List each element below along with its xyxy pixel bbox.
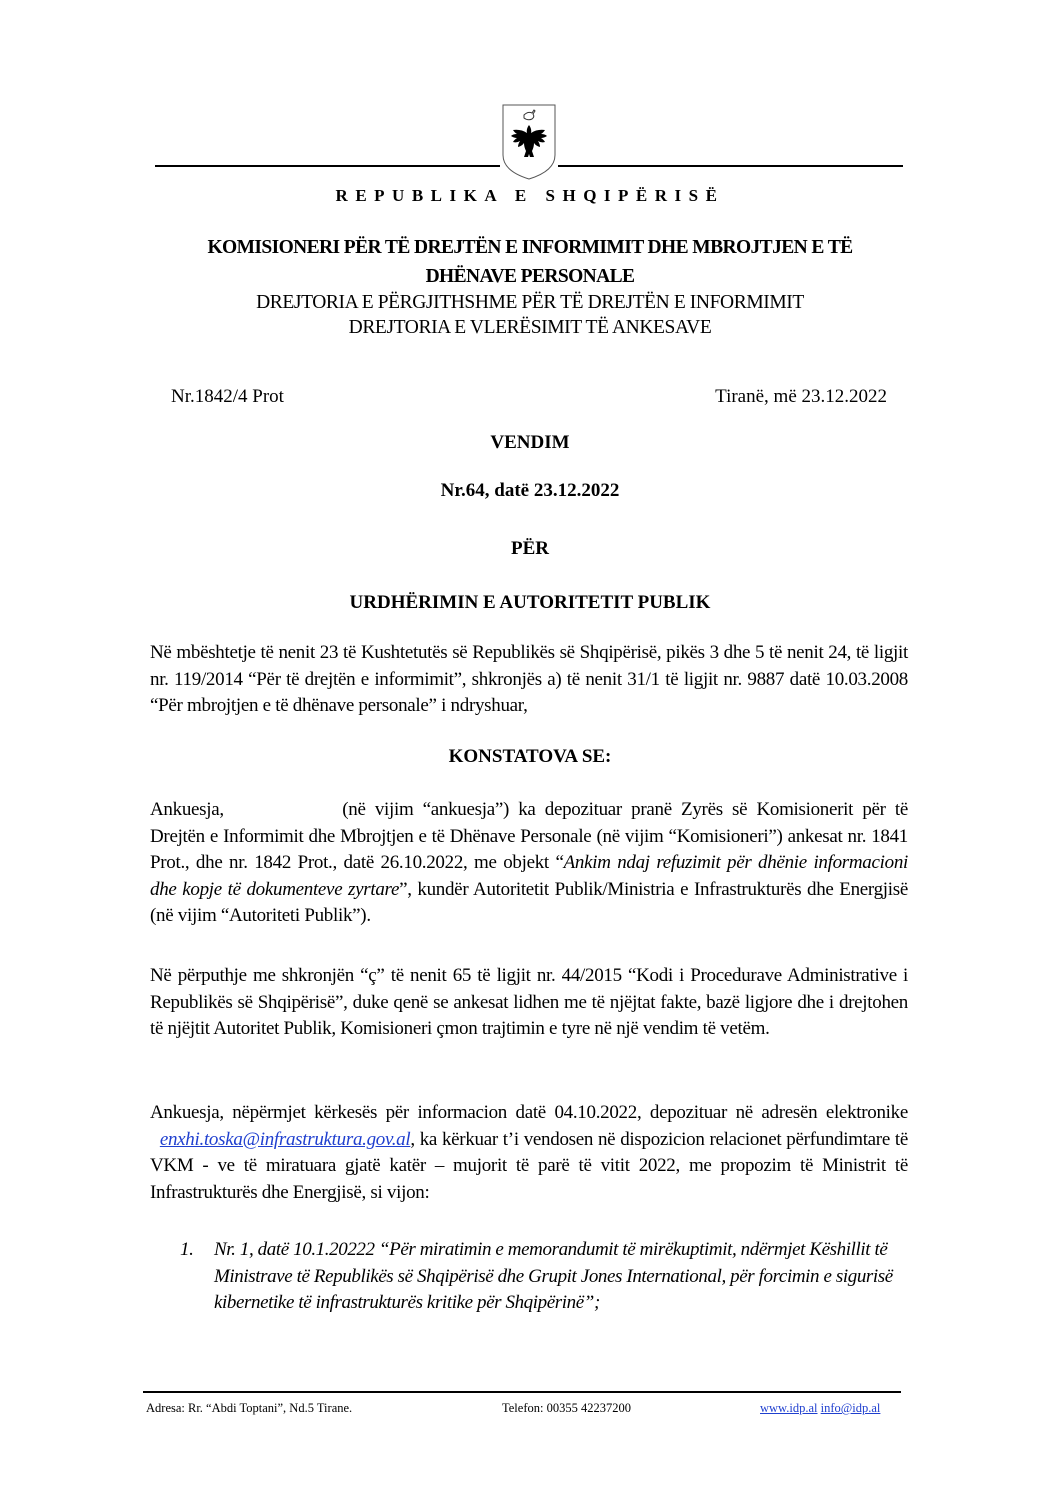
list-item-number: 1. bbox=[180, 1239, 194, 1260]
joinder-paragraph: Në përputhje me shkronjën “ç” të nenit 65 të ligjit nr. 44/2015 “Kodi i Procedurave Administrative i Republikës së Shqipërisë”, duke qenë se ankesat lidhen me të njëjtat fakte, bazë ligjore dhe i drejtohen të njëjtit Autoritet Publik, Komisioneri çmon trajtimin e tyre në një vendim të vetëm. bbox=[150, 965, 908, 1039]
complaint-mid: (në vijim “ankuesja”) ka depozituar pranë Zyrës së Komisionerit për të Drejtën e Informimit dhe Mbrojtjen e të Dhënave Personale (në vijim “Komisioneri”) ankesat nr. 1841 Prot., dhe nr. 1842 Prot., datë 26.10.2022, me objekt “ bbox=[150, 799, 909, 873]
header-rule-right bbox=[558, 165, 903, 167]
request-paragraph bbox=[150, 1100, 908, 1206]
coat-of-arms-icon bbox=[500, 103, 558, 181]
header-rule-left bbox=[155, 165, 500, 167]
footer-links bbox=[760, 1401, 880, 1416]
place-date: Tiranë, më 23.12.2022 bbox=[715, 386, 887, 407]
vkm-list bbox=[180, 1237, 908, 1317]
list-item-text: Nr. 1, datë 10.1.20222 “Për miratimin e memorandumit të mirëkuptimit, ndërmjet Këshillit të Ministrave të Republikës së Shqipërisë dhe Grupit Jones International, për forcimin e sigurisë kibernetike të infrastrukturës kritike për Shqipërinë”; bbox=[214, 1239, 893, 1313]
complaint-object: Ankim ndaj refuzimit për dhënie informacioni dhe kopje të dokumenteve zyrtare bbox=[150, 852, 909, 900]
protocol-number: Nr.1842/4 Prot bbox=[171, 386, 284, 407]
decision-subject: URDHËRIMIN E AUTORITETIT PUBLIK bbox=[349, 592, 711, 613]
decision-number-date: Nr.64, datë 23.12.2022 bbox=[440, 480, 620, 501]
footer-address: Adresa: Rr. “Abdi Toptani”, Nd.5 Tirane. bbox=[146, 1401, 353, 1415]
directorate: DREJTORIA E VLERËSIMIT TË ANKESAVE bbox=[348, 317, 712, 338]
legal-basis-paragraph: Në mbështetje të nenit 23 të Kushtetutës së Republikës së Shqipërisë, pikës 3 dhe 5 të nenit 24, të ligjit nr. 119/2014 “Për të drejtën e informimit”, shkronjës a) të nenit 31/1 të ligjit nr. 9887 datë 10.03.2008 “Për mbrojtjen e të dhënave personale” i ndryshuar, bbox=[150, 642, 908, 716]
decision-type: VENDIM bbox=[490, 432, 570, 453]
request-email-link[interactable]: enxhi.toska@infrastruktura.gov.al bbox=[159, 1128, 411, 1150]
country-title: REPUBLIKA E SHQIPËRISË bbox=[335, 186, 725, 205]
footer-phone: Telefon: 00355 42237200 bbox=[502, 1401, 631, 1415]
konstatova-heading: KONSTATOVA SE: bbox=[448, 746, 612, 767]
institution-line-1: KOMISIONERI PËR TË DREJTËN E INFORMIMIT DHE MBROJTJEN E TË bbox=[207, 237, 853, 258]
decision-per: PËR bbox=[511, 538, 549, 559]
complaint-paragraph bbox=[150, 797, 908, 930]
institution-name bbox=[140, 233, 920, 291]
list-item bbox=[180, 1237, 908, 1317]
request-end: , ka kërkuar t’i vendosen në dispozicion relacionet përfundimtare të VKM - ve të miratuara gjatë katër – mujorit të parë të vitit 2022, me propozim të Ministrit të Infrastrukturës dhe Energjisë, si vijon: bbox=[150, 1128, 908, 1203]
request-start: Ankuesja, nëpërmjet kërkesës për informacion datë 04.10.2022, depozituar në adresën elektronike bbox=[150, 1102, 908, 1123]
footer-email-link[interactable]: info@idp.al bbox=[820, 1401, 881, 1415]
footer-website-link[interactable]: www.idp.al bbox=[760, 1401, 818, 1415]
directorate-general: DREJTORIA E PËRGJITHSHME PËR TË DREJTËN E INFORMIMIT bbox=[256, 292, 804, 313]
institution-line-2: DHËNAVE PERSONALE bbox=[425, 266, 635, 287]
complaint-start: Ankuesja, bbox=[150, 799, 224, 820]
footer-rule bbox=[143, 1391, 901, 1393]
complaint-end: ”, kundër Autoritetit Publik/Ministria e Infrastrukturës dhe Energjisë (në vijim “Autoriteti Publik”). bbox=[150, 878, 908, 926]
